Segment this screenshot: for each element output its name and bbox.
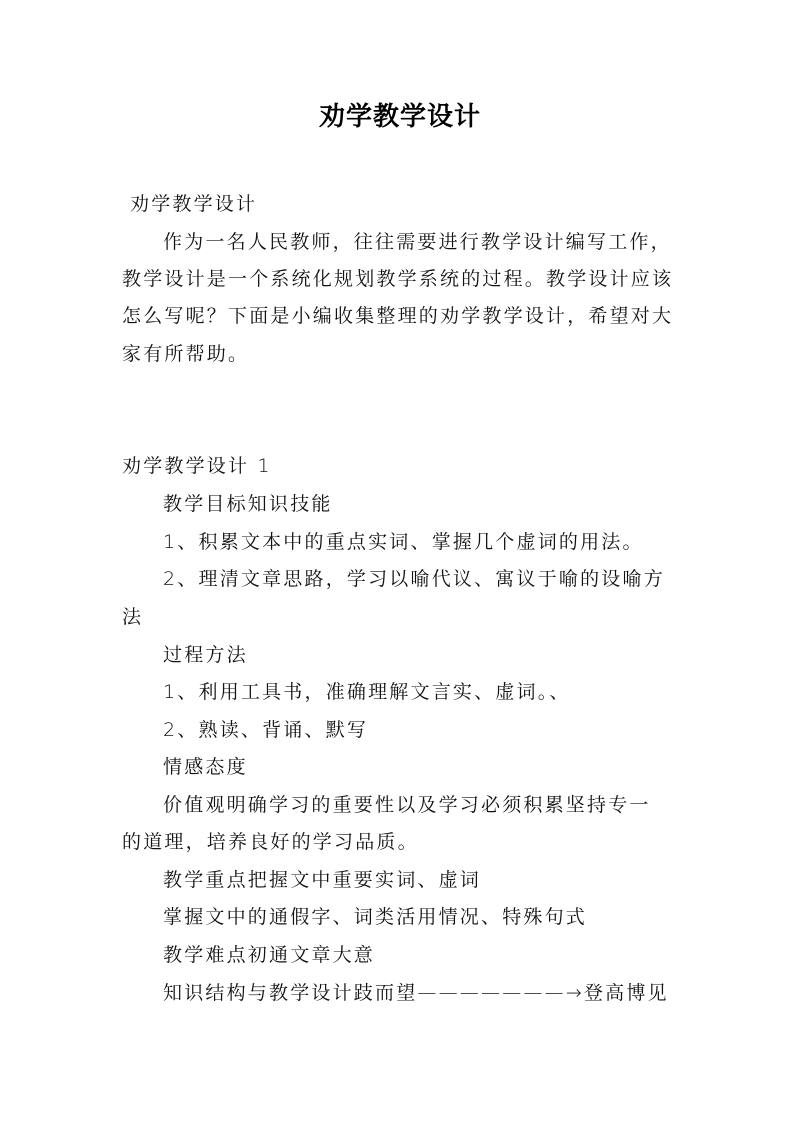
body-line-7: 2、熟读、背诵、默写 [163,719,369,741]
body-line-12: 掌握文中的通假字、词类活用情况、特殊句式 [163,906,588,928]
document-title: 劝学教学设计 [318,102,481,132]
body-line-14: 知识结构与教学设计跂而望———————→登高博见 [163,982,669,1004]
body-line-11: 教学重点把握文中重要实词、虚词 [163,869,482,891]
body-line-8: 情感态度 [163,756,248,778]
intro-line-3: 怎么写呢？下面是小编收集整理的劝学教学设计，希望对大 [122,305,674,327]
body-line-4: 法 [122,606,144,628]
body-line-13: 教学难点初通文章大意 [163,944,376,966]
section-heading: 劝学教学设计 1 [122,455,272,477]
body-line-3: 2、理清文章思路，学习以喻代议、寓议于喻的设喻方 [163,568,665,590]
body-line-1: 教学目标知识技能 [163,493,333,515]
body-line-5: 过程方法 [163,644,248,666]
intro-line-4: 家有所帮助。 [122,343,250,365]
intro-line-1: 作为一名人民教师，往往需要进行教学设计编写工作， [163,231,672,253]
body-line-2: 1、积累文本中的重点实词、掌握几个虚词的用法。 [163,531,644,553]
intro-line-2: 教学设计是一个系统化规划教学系统的过程。教学设计应该 [122,268,674,290]
document-subtitle: 劝学教学设计 [130,193,258,215]
body-line-9: 价值观明确学习的重要性以及学习必须积累坚持专一 [163,794,651,816]
body-line-10: 的道理，培养良好的学习品质。 [122,831,419,853]
body-line-6: 1、利用工具书，准确理解文言实、虚词。、 [163,681,571,703]
